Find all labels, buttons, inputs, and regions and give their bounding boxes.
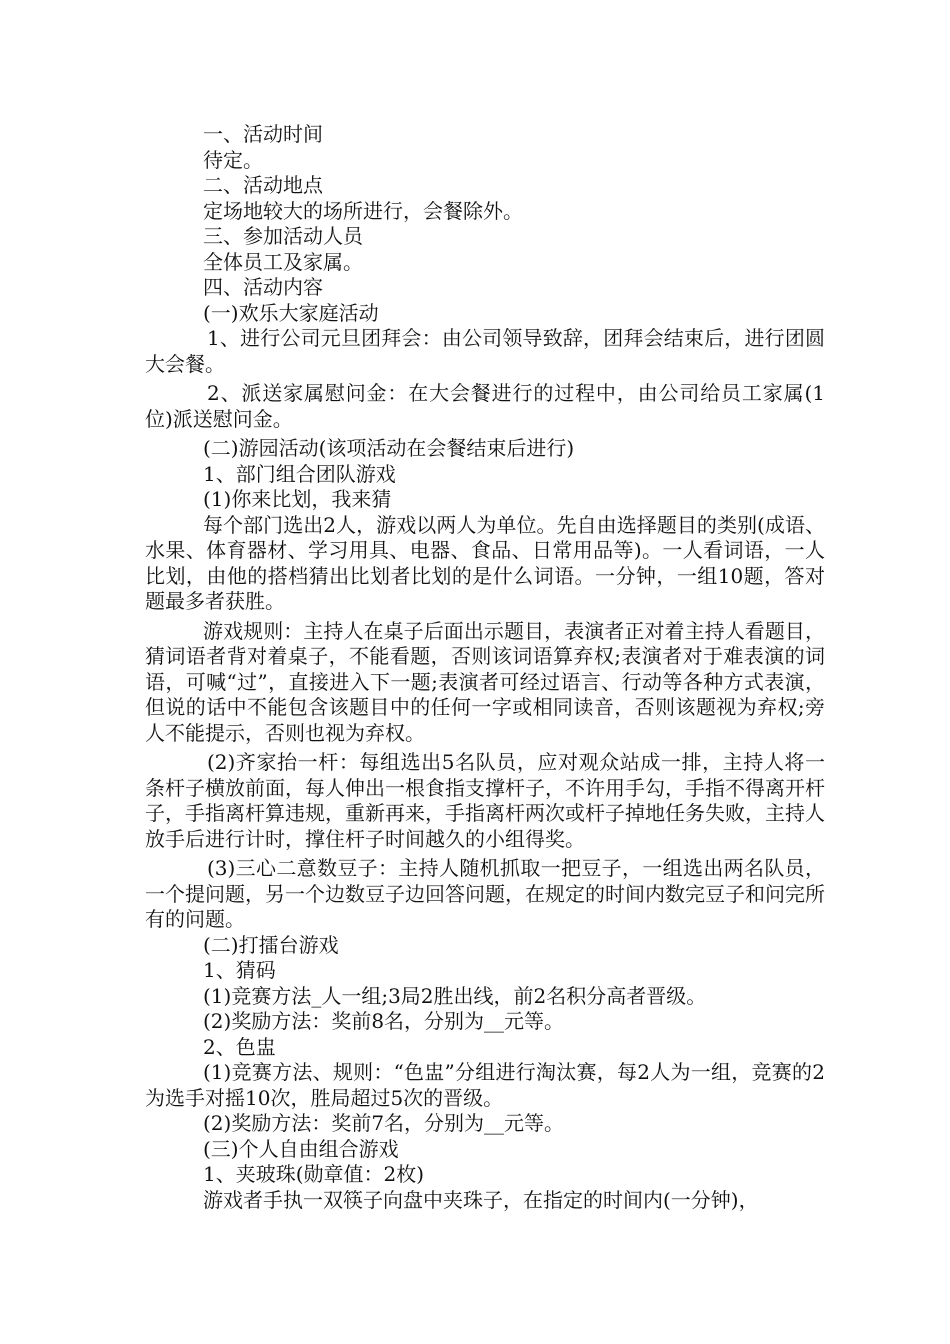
subheading: (三)个人自由组合游戏 — [203, 1136, 399, 1161]
paragraph: 游戏者手执一双筷子向盘中夹珠子，在指定的时间内(一分钟)， — [203, 1187, 759, 1212]
paragraph: 定场地较大的场所进行，会餐除外。 — [203, 198, 523, 223]
document-body — [145, 122, 825, 1213]
paragraph: 2、派送家属慰问金：在大会餐进行的过程中，由公司给员工家属(1位)派送慰问金。 — [145, 381, 825, 431]
paragraph: 待定。 — [203, 147, 263, 172]
paragraph: 1、进行公司元旦团拜会：由公司领导致辞，团拜会结束后，进行团圆大会餐。 — [145, 326, 825, 376]
paragraph: (1)竞赛方法、规则：“色盅”分组进行淘汰赛，每2人为一组，竞赛的2为选手对摇10次，胜局超过5次的晋级。 — [145, 1060, 825, 1110]
subheading: (二)游园活动(该项活动在会餐结束后进行) — [203, 436, 575, 460]
paragraph: (2)奖励方法：奖前8名，分别为__元等。 — [203, 1009, 565, 1033]
heading-participants: 三、参加活动人员 — [203, 224, 363, 248]
heading-activity-time: 一、活动时间 — [203, 122, 323, 146]
subheading: 1、猜码 — [203, 958, 276, 982]
paragraph: 游戏规则：主持人在桌子后面出示题目，表演者正对着主持人看题目，猜词语者背对着桌子，不能看题，否则该词语算弃权;表演者对于难表演的词语，可喊“过”，直接进入下一题;表演者可经过语言、行动等各种方式表演，但说的话中不能包含该题目中的任何一字或相同读音，否则该题视为弃权;旁人不能提示，否则也视为弃权。 — [145, 618, 825, 745]
heading-activity-location: 二、活动地点 — [203, 173, 323, 197]
subheading: (二)打擂台游戏 — [203, 932, 339, 957]
subheading: (1)你来比划，我来猜 — [203, 487, 392, 511]
subheading: (一)欢乐大家庭活动 — [203, 300, 379, 325]
paragraph: (2)齐家抬一杆：每组选出5名队员，应对观众站成一排，主持人将一条杆子横放前面，每人伸出一根食指支撑杆子，不许用手勾，手指不得离开杆子，手指离杆算违规，重新再来，手指离杆两次或杆子掉地任务失败，主持人放手后进行计时，撑住杆子时间越久的小组得奖。 — [145, 750, 825, 851]
subheading: 2、色盅 — [203, 1034, 276, 1059]
paragraph: 每个部门选出2人，游戏以两人为单位。先自由选择题目的类别(成语、水果、体育器材、学习用具、电器、食品、日常用品等)。一人看词语，一人比划，由他的搭档猜出比划者比划的是什么词语。一分钟，一组10题，答对题最多者获胜。 — [145, 512, 825, 613]
paragraph: (2)奖励方法：奖前7名，分别为__元等。 — [203, 1111, 565, 1135]
subheading: 1、夹玻珠(勋章值：2枚) — [203, 1162, 425, 1186]
paragraph: 全体员工及家属。 — [203, 249, 363, 274]
subheading: 1、部门组合团队游戏 — [203, 461, 396, 486]
heading-activity-content: 四、活动内容 — [203, 275, 323, 299]
paragraph: (1)竞赛方法_人一组;3局2胜出线，前2名积分高者晋级。 — [203, 983, 707, 1008]
paragraph: (3)三心二意数豆子：主持人随机抓取一把豆子，一组选出两名队员，一个提问题，另一个边数豆子边回答问题，在规定的时间内数完豆子和问完所有的问题。 — [145, 856, 825, 931]
